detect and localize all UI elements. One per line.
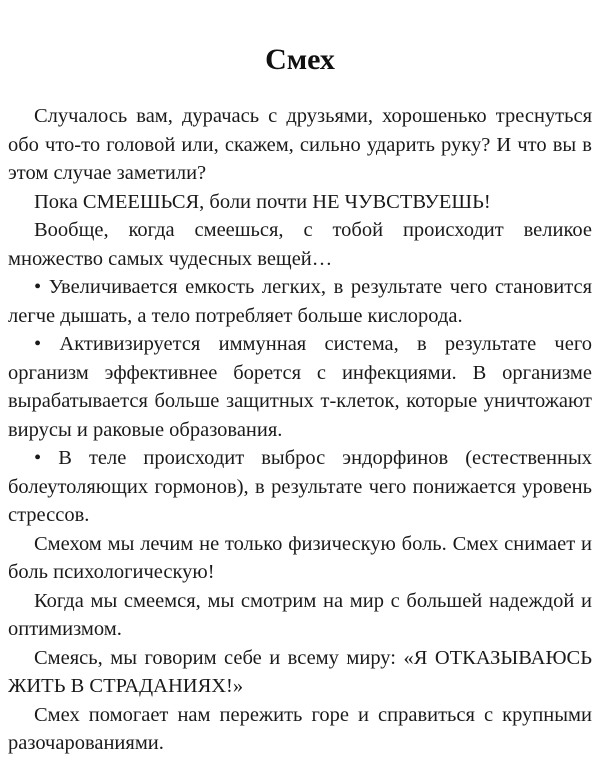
paragraph-laugh-no-pain: Пока СМЕЕШЬСЯ, боли почти НЕ ЧУВСТВУЕШЬ! — [34, 190, 491, 213]
body-text — [8, 102, 592, 758]
bullet-immune-system: • Активизируется иммунная система, в результате чего организм эффективнее борется с инфекциями. В организме вырабатывается больше защитных т-клеток, которые уничтожают вирусы и раковые образования. — [8, 333, 592, 441]
bullet-endorphins: • В теле происходит выброс эндорфинов (естественных болеутоляющих гормонов), в результате чего понижается уровень стрессов. — [8, 447, 592, 526]
paragraph-grief: Смех помогает нам пережить горе и справиться с крупными разочарованиями. — [8, 703, 592, 754]
paragraph-intro: Случалось вам, дурачась с друзьями, хорошенько треснуться обо что-то головой или, скажем, сильно ударить руку? И что вы в этом случае заметили? — [8, 105, 592, 184]
paragraph-wonders: Вообще, когда смеешься, с тобой происходит великое множество самых чудесных вещей… — [8, 219, 592, 270]
bullet-lungs: • Увеличивается емкость легких, в результате чего становится легче дышать, а тело потребляет больше кислорода. — [8, 276, 592, 327]
paragraph-optimism: Когда мы смеемся, мы смотрим на мир с большей надеждой и оптимизмом. — [8, 589, 592, 640]
paragraph-refuse-suffering: Смеясь, мы говорим себе и всему миру: «Я ОТКАЗЫВАЮСЬ ЖИТЬ В СТРАДАНИЯХ!» — [8, 646, 592, 697]
paragraph-psychological-pain: Смехом мы лечим не только физическую боль. Смех снимает и боль психологическую! — [8, 532, 592, 583]
page-title: Смех — [265, 43, 335, 76]
